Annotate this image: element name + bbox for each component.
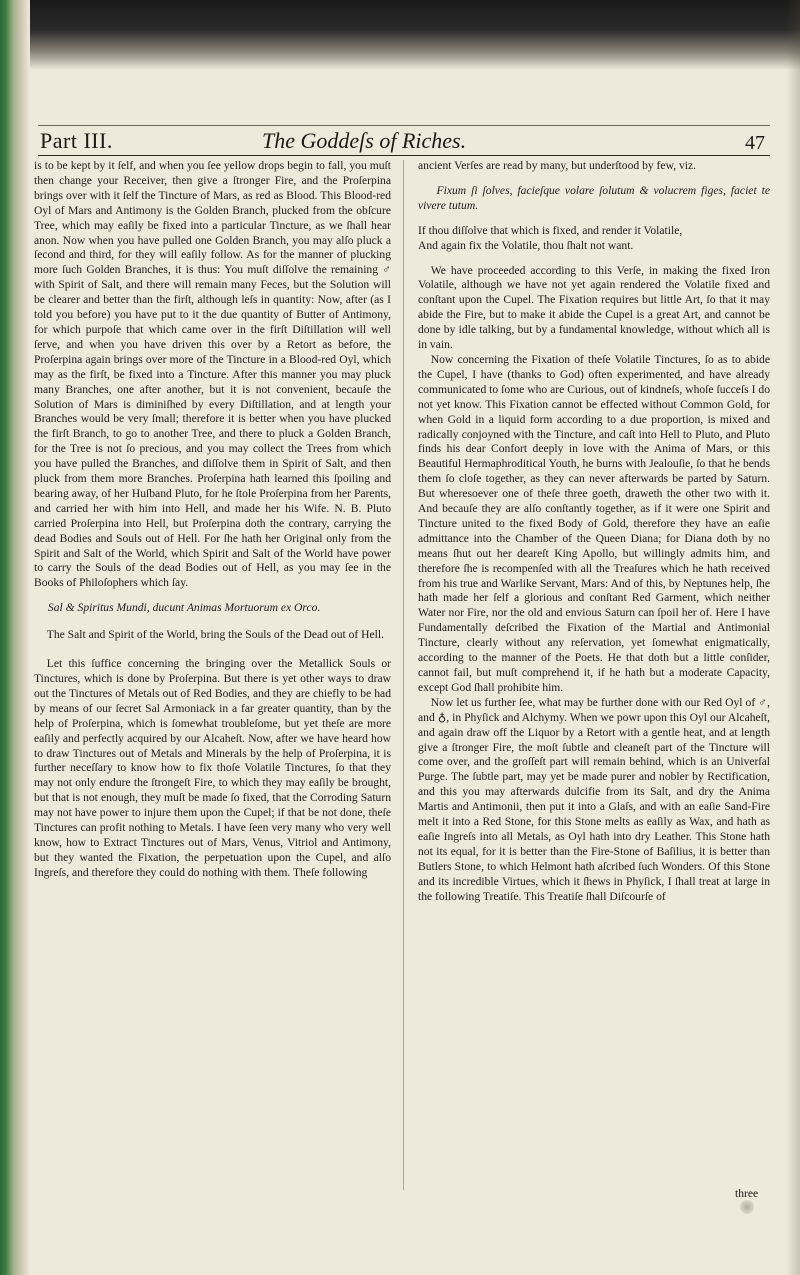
- verse-line: If thou diſſolve that which is fixed, and render it Volatile,: [418, 223, 683, 237]
- paragraph: Now concerning the Fixation of theſe Volatile Tinctures, ſo as to abide the Cupel, I have (thanks to God) often experimented, and have already communicated to ſome who are Curious, out of kindneſs, whoſe ſucceſs I do not yet know. This Fixation cannot be effected without Common Gold, for when Gold in a liquid form according to a due proportion, is mixed and radically conjoyned with the Tincture, and caſt into Hell to Pluto, and Pluto finds his dear Confort deeply in love with the Anima of Mars, or this Beautiful Hermaphroditical Youth, he burns with Jealouſie, ſo that he bends them ſo cloſe together, as they can never afterwards be parted by Saturn. But wheresoever one of theſe three goeth, draweth the other two with it. And becauſe they are alſo conſtantly together, as if it were one Spirit and Tincture united to the fixed Body of Gold, therefore they have an eaſie admittance into the Chamber of the Queen Diana; for Diana doth by no means ſhut out her deareſt King Apollo, but willingly admits him, and therefore ſhe is recompenſed with all the Treaſures which he hath received from his true and Warlike Servant, Mars: And of this, by Neptunes help, ſhe hath made her ſelf a glorious and conſtant Red Garment, which neither Water nor Fire, nor the old and envious Saturn can ſpoil her of. Here I have Fundamentally deſcribed the Fixation of the Martial and Antimonial Tincture, clearly without any reſervation, yet ſomewhat enigmatically, according to the manner of the Poets. He that doth but a little conſider, cannot fail, but muſt comprehend it, if he hath but a moderate Capacity, except God ſhall prohibite him.: [418, 352, 770, 694]
- latin-quotation: Sal & Spiritus Mundi, ducunt Animas Mortuorum ex Orco.: [47, 601, 321, 615]
- running-head-part: Part III.: [40, 128, 113, 153]
- paragraph: ancient Verſes are read by many, but underſtood by few, viz.: [418, 159, 697, 172]
- latin-verse: Fixum ſi ſolves, facieſque volare ſolutum & volucrem figes, faciet te vivere tutum.: [418, 183, 770, 212]
- column-divider: [403, 160, 404, 1190]
- scan-dark-border: [0, 0, 800, 70]
- header-top-rule: [38, 125, 770, 126]
- page-edge-shadow: [786, 0, 800, 1275]
- catchword: three: [735, 1187, 759, 1200]
- paragraph: Now let us further ſee, what may be further done with our Red Oyl of ♂, and ♁, in Phyſick and Alchymy. When we powr upon this Oyl our Alcaheſt, and again draw off the Liquor by a Retort with a gentle heat, and at length give a ſtronger Fire, the moſt ſubtle and cleaneſt part of the Tincture will come over, and the groſſeſt part will remain behind, which is an Univerſal Purge. The ſubtle part, may yet be made purer and nobler by Rectification, and this you may afterwards dulcifie from its Salt, and dry the Anima Martis and Antimonii, then put it into a Glaſs, and with an eaſie Sand-Fire melt it into a Red Stone, for this Stone melts as eaſily as Wax, and hath as eaſie Ingreſs into all Metals, as Oyl hath into dry Leather. This Stone hath not its equal, for it is better than the Fire-Stone of Baſilius, it is better than Butlers Stone, to which Helmont hath aſcribed ſuch Wonders. Of this Stone and its incredible Virtues, which it ſhews in Phyſick, I ſhall treat at large in the following Treatiſe. This Treatiſe ſhall Diſcourſe of: [418, 695, 770, 903]
- page-number: 47: [745, 132, 765, 154]
- running-head-title: The Goddeſs of Riches.: [262, 128, 467, 153]
- paper-stain: [740, 1200, 754, 1214]
- header-rule: [38, 155, 770, 156]
- book-spine-edge: [0, 0, 30, 1275]
- paragraph: We have proceeded according to this Verſe, in making the fixed Iron Volatile, although we have not yet again rendered the Volatile fixed and conſtant upon the Cupel. The Fixation requires but little Art, ſo that it may abide the Fire, but to make it abide the Cupel is a great Art, and cannot be done by idle talking, but by a fundamental knowledge, without which all is in vain.: [418, 263, 770, 352]
- left-column: [34, 159, 391, 881]
- right-column: [418, 159, 770, 905]
- verse-line: And again fix the Volatile, thou ſhalt not want.: [418, 238, 634, 252]
- paragraph: Let this ſuffice concerning the bringing over the Metallick Souls or Tinctures, which is done by Proſerpina. But there is yet other ways to draw out the Tinctures of Metals out of Red Bodies, and they are chiefly to be had by means of our ſecret Sal Armoniack in a far greater quantity, than by the help of Proſerpina, which is ſomewhat troubleſome, but yet theſe are more eaſily and perfectly acquired by our Alcaheſt. Now, after we have heard how to draw Tinctures out of Metals and Minerals by the help of Proſerpina, it is further neceſſary to know how to fix thoſe Volatile Tinctures, ſo that they may not only endure the ſtrongeſt Fire, to which they may eaſily be brought, but that is not enough, they muſt be made ſo fixed, that the Corroding Saturn may not have power to injure them upon the Cupel; if that be not done, theſe Tinctures can profit nothing to Metals. I have ſeen very many who very well know, how to Extract Tinctures out of Mars, Venus, Vitriol and Antimony, but they wanted the Fixation, the perpetuation upon the Cupel, and alſo Ingreſs, and therefore they could do nothing with them. Theſe following: [34, 657, 391, 879]
- paragraph: is to be kept by it ſelf, and when you ſee yellow drops begin to fall, you muſt then change your Receiver, then give a ſtronger Fire, and the Proſerpina brings over with it ſelf the Tincture of Mars, as red as Blood. This Blood-red Oyl of Mars and Antimony is the Golden Branch, plucked from the obſcure Tree, which may eaſily be fixed into a particular Tincture, as we ſhall hear anon. Now when you have pulled one Golden Branch, you may alſo pluck a ſecond and third, for they will eaſily follow. As for the manner of plucking more ſuch Golden Branches, it is thus: You muſt diſſolve the remaining ♂ with Spirit of Salt, and there will remain many Feces, but the Solution will be clearer and better than the firſt, although leſs in quantity: Now, after (as I told you before) you have put to it the due quantity of Butter of Antimony, for which purpoſe that which came over in the firſt Diſtillation will well ſerve, and when you have driven this over by a Retort as before, the Proſerpina again brings over more of the Tincture in a Blood-red Oyl, which may as the firſt, be fixed into a Tincture. After this manner you may pluck many Branches, one after another, but it is not convenient, becauſe the Solution of Mars is diminiſhed by every Diſtillation, and at length your Branches would be very ſmall; therefore it is better when you have plucked the firſt Branch, to go to another Tree, and there to pluck a Golden Branch, for the Tree is not ſo precious, and you may collect the Trees from which you have pulled the Branches, and diſſolve them in Spirit of Salt, and then pluck from them more Branches. Proſerpina hath learned this ſpoiling and bearing away, of her Huſband Pluto, for he ſtole Proſerpina from her Parents, and carried her with him into Hell, and made her his Wife. N. B. Pluto carried Proſerpina into Hell, but Proſerpina doth the contrary, carrying the dead Bodies and Souls out of Hell. For ſhe hath her Original only from the Spirit and Salt of the World, which Spirit and Salt of the World have power to carry the Souls of the dead Bodies out of Hell, as you may ſee in the Books of Philoſophers which ſay.: [34, 159, 391, 590]
- paragraph: The Salt and Spirit of the World, bring the Souls of the Dead out of Hell.: [46, 628, 385, 642]
